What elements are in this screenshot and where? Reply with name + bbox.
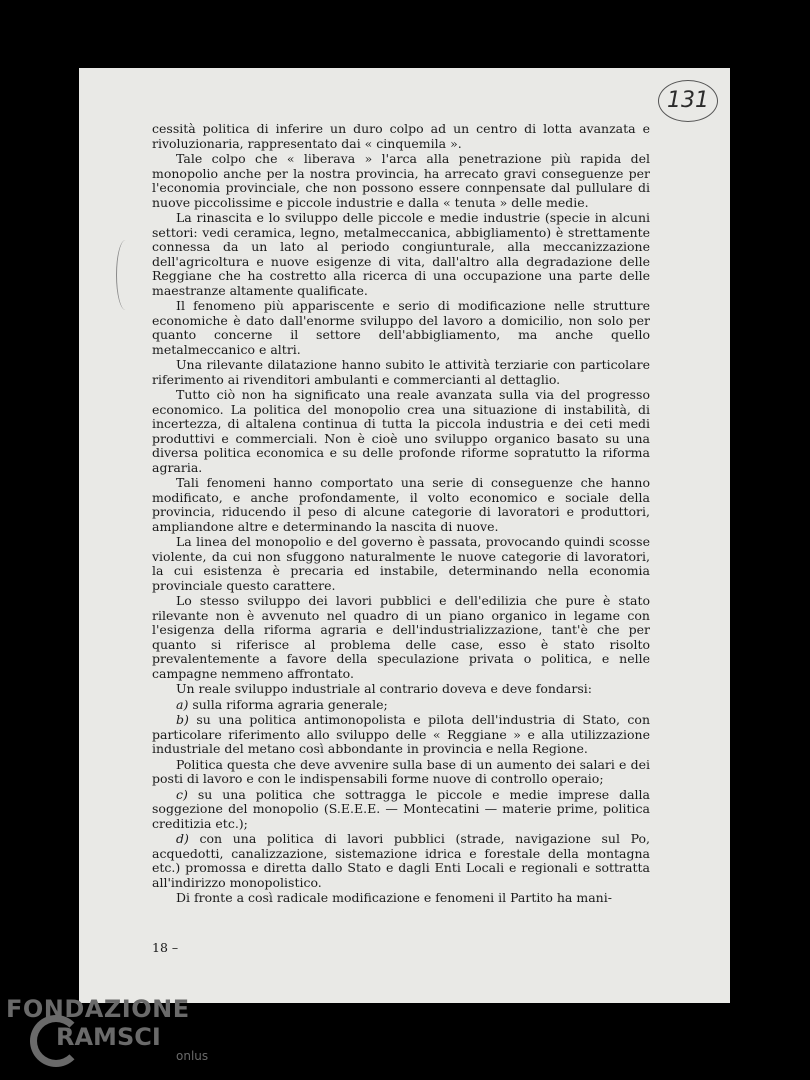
list-item — [152, 788, 650, 832]
list-marker: d) — [176, 831, 189, 846]
paragraph: cessità politica di inferire un duro colpo ad un centro di lotta avanzata e rivoluzionaria, rappresentato dai « cinquemila ». — [152, 121, 650, 151]
paragraph: Di fronte a così radicale modificazione e fenomeni il Partito ha mani- — [176, 890, 612, 905]
paragraph: Tali fenomeni hanno comportato una serie di conseguenze che hanno modificato, e anche profondamente, il volto economico e sociale della provincia, riducendo il peso di alcune categorie di lavoratori e produttori, ampliandone altre e determinando la nascita di nuove. — [152, 475, 650, 534]
margin-bracket-mark — [116, 240, 135, 310]
logo-line-3: onlus — [176, 1049, 209, 1063]
paragraph: Il fenomeno più appariscente e serio di modificazione nelle strutture economiche è dato dall'enorme sviluppo del lavoro a domicilio, non solo per quanto concerne il settore dell'abbigliamento, ma anche quello metalmeccanico e altri. — [152, 298, 650, 357]
paragraph: La rinascita e lo sviluppo delle piccole e medie industrie (specie in alcuni settori: vedi ceramica, legno, metalmeccanica, abbigliamento) è strettamente connessa da un lato al periodo congiunturale, alla meccanizzazione dell'agricoltura e nuove esigenze di vita, dall'altro alla degradazione delle Reggiane che ha costretto alla ricerca di una occupazione una parte delle maestranze altamente qualificate. — [152, 210, 650, 298]
fondazione-gramsci-logo — [6, 995, 208, 1063]
list-marker: b) — [176, 712, 189, 727]
body-text — [152, 122, 650, 907]
page-number: 18 – — [152, 940, 179, 955]
logo-line-1: FONDAZIONE — [6, 995, 190, 1023]
list-marker: c) — [176, 786, 188, 802]
paragraph: Lo stesso sviluppo dei lavori pubblici e dell'edilizia che pure è stato rilevante non è avvenuto nel quadro di un piano organico in legame con l'esigenza della riforma agraria e dell'industrializzazione, tant'è che per quanto si riferisce al problema delle case, esso è stato risolto prevalentemente a favore della speculazione privata o politica, e nelle campagne nemmeno affrontato. — [152, 593, 650, 681]
list-item — [152, 698, 650, 713]
list-item — [152, 713, 650, 757]
stamp-number: 131 — [667, 88, 709, 113]
paragraph: Un reale sviluppo industriale al contrario doveva e deve fondarsi: — [176, 681, 592, 696]
list-text: su una politica che sottragga le piccole e medie imprese dalla soggezione del monopolio (S.E.E.E. — Montecatini — materie prime, politica creditizia etc.); — [152, 786, 650, 831]
paragraph: La linea del monopolio e del governo è passata, provocando quindi scosse violente, da cui non sfuggono naturalmente le nuove categorie di lavoratori, la cui esistenza è precaria ed instabile, determinando nella economia provinciale questo carattere. — [152, 534, 650, 593]
list-text: con una politica di lavori pubblici (strade, navigazione sul Po, acquedotti, canalizzazione, sistemazione idrica e forestale della montagna etc.) promossa e diretta dallo Stato e dagli Enti Locali e regionali e sottratta all'indirizzo monopolistico. — [152, 831, 650, 890]
list-text: sulla riforma agraria generale; — [192, 696, 388, 712]
paragraph: Politica questa che deve avvenire sulla base di un aumento dei salari e dei posti di lavoro e con le indispensabili forme nuove di controllo operaio; — [152, 756, 650, 786]
list-item — [152, 832, 650, 890]
archive-stamp — [658, 80, 718, 122]
list-text: su una politica antimonopolista e pilota dell'industria di Stato, con particolare riferimento allo sviluppo delle « Reggiane » e alla utilizzazione industriale del metano così abbondante in provincia e nella Regione. — [152, 712, 651, 756]
list-marker: a) — [176, 696, 189, 712]
paragraph: Tale colpo che « liberava » l'arca alla penetrazione più rapida del monopolio anche per la nostra provincia, ha arrecato gravi conseguenze per l'economia provinciale, che non possono essere connpensate dal pullulare di nuove piccolissime e piccole industrie e dalla « tenuta » delle medie. — [152, 151, 650, 210]
paragraph: Tutto ciò non ha significato una reale avanzata sulla via del progresso economico. La politica del monopolio crea una situazione di instabilità, di incertezza, di altalena continua di tutta la piccola industria e dei ceti medi produttivi e commerciali. Non è cioè uno sviluppo organico basato su una diversa politica economica e su delle profonde riforme sopratutto la riforma agraria. — [152, 387, 650, 475]
paragraph: Una rilevante dilatazione hanno subito le attività terziarie con particolare riferimento ai rivenditori ambulanti e commercianti al dettaglio. — [152, 357, 650, 387]
logo-line-2: RAMSCI — [56, 1023, 161, 1051]
